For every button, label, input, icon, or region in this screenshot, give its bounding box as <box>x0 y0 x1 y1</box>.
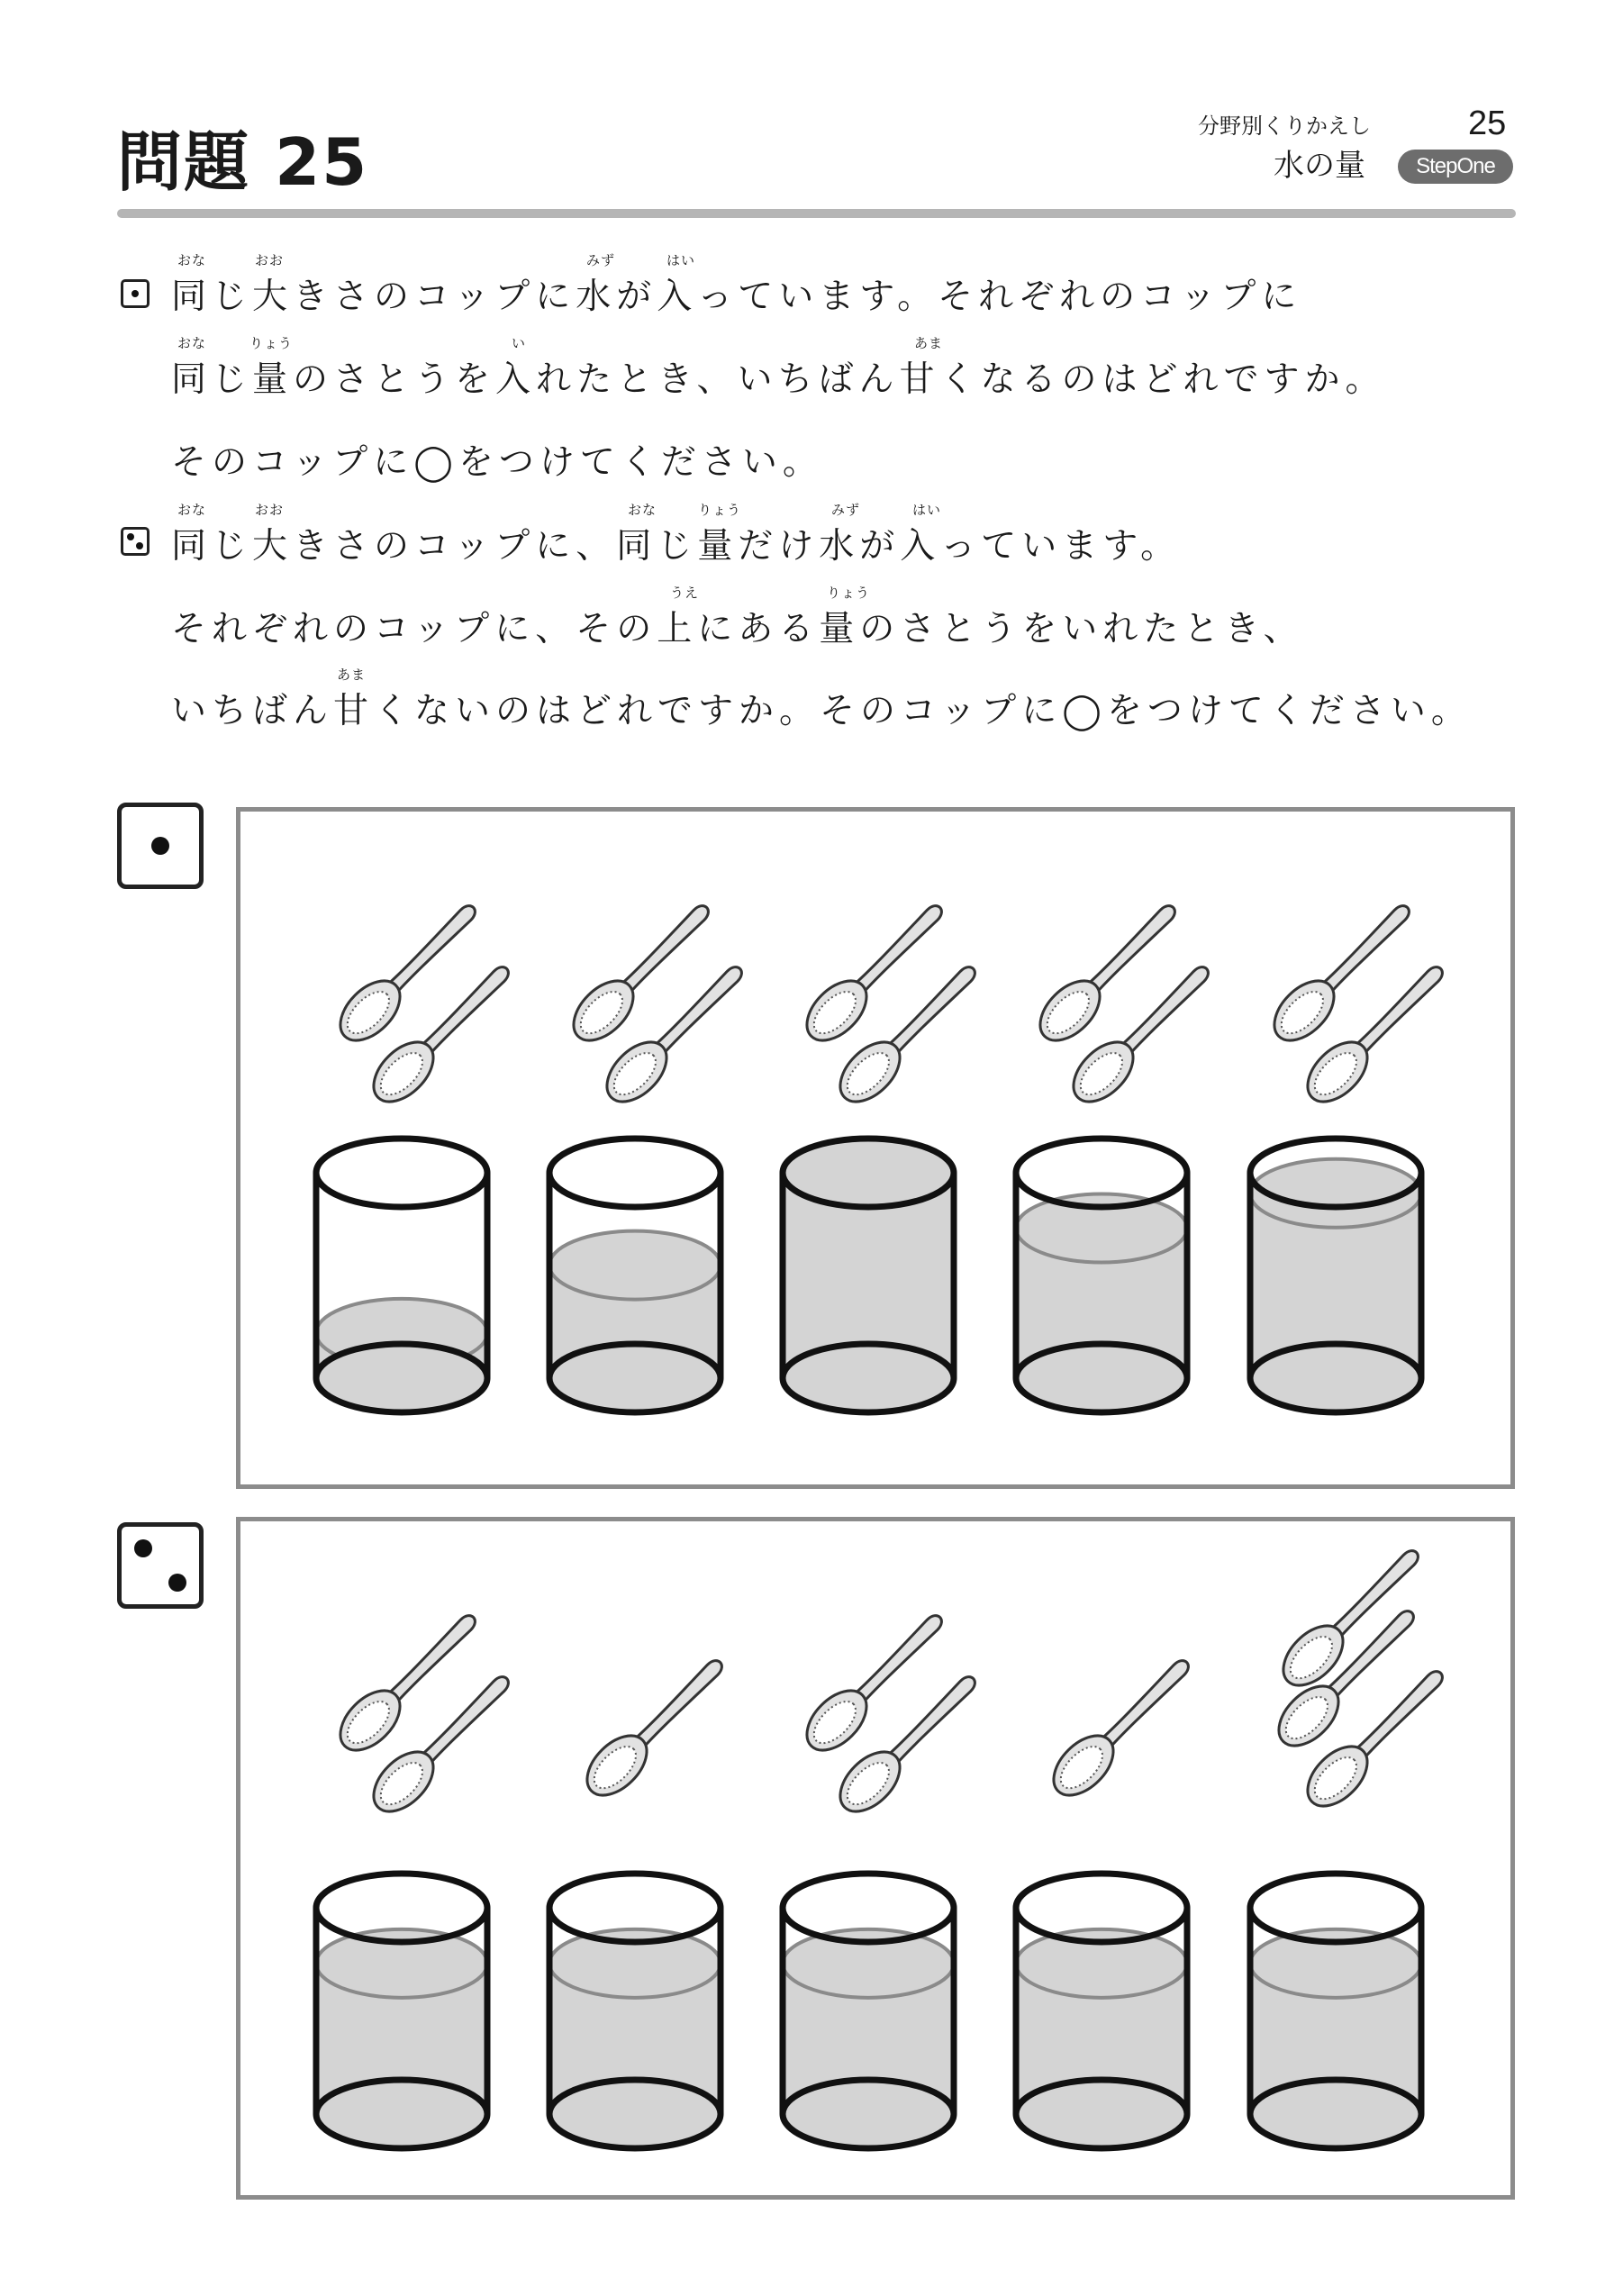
spoon-icon <box>363 1663 522 1822</box>
cup <box>783 1874 954 2148</box>
spoon-icon <box>563 892 722 1051</box>
ruby-ama: あま <box>914 335 944 351</box>
ruby-i: い <box>512 335 527 351</box>
cup <box>783 1139 954 1412</box>
ruby-oo: おお <box>255 252 285 268</box>
spoon-icon <box>1297 953 1456 1112</box>
stepone-badge: StepOne <box>1398 150 1513 184</box>
spoon-icon <box>330 1602 489 1761</box>
q2-line1: 同じ大きさのコップに、同じ量だけ水が入っています。 <box>171 526 1182 567</box>
page-number: 25 <box>1468 104 1507 142</box>
cup <box>1250 1139 1421 1412</box>
category-label: 分野別くりかえし <box>1198 113 1371 139</box>
ruby-ryou: りょう <box>827 585 871 601</box>
ruby-ama: あま <box>337 667 367 683</box>
cup <box>316 1139 487 1412</box>
topic-label: 水の量 <box>1274 148 1365 184</box>
spoon-icon <box>1029 892 1189 1051</box>
spoon-icon <box>596 953 756 1112</box>
cup <box>1016 1139 1187 1412</box>
q1-line3: そのコップに◯をつけてください。 <box>171 442 823 483</box>
ruby-hai: はい <box>666 252 696 268</box>
cup <box>316 1874 487 2148</box>
spoon-icon <box>1264 892 1423 1051</box>
cup <box>549 1874 721 2148</box>
ruby-ona: おな <box>628 502 657 518</box>
spoon-icon <box>576 1647 736 1806</box>
spoon-icon <box>1043 1647 1202 1806</box>
spoon-icon <box>830 953 989 1112</box>
ruby-ona: おな <box>177 502 207 518</box>
cup <box>1016 1874 1187 2148</box>
ruby-ona: おな <box>177 335 207 351</box>
q1-line2: 同じ量のさとうを入れたとき、いちばん甘くなるのはどれですか。 <box>171 359 1386 400</box>
ruby-ryou: りょう <box>698 502 742 518</box>
spoon-icon <box>363 953 522 1112</box>
q2-line3: いちばん甘くないのはどれですか。そのコップに◯をつけてください。 <box>171 691 1472 731</box>
ruby-mizu: みず <box>831 502 861 518</box>
spoon-icon <box>1297 1657 1456 1817</box>
spoon-icon <box>1063 953 1222 1112</box>
cup <box>1250 1874 1421 2148</box>
spoon-icon <box>330 892 489 1051</box>
cup <box>549 1139 721 1412</box>
ruby-hai: はい <box>912 502 942 518</box>
spoon-icon <box>796 892 956 1051</box>
spoon-icon <box>830 1663 989 1822</box>
ruby-ue: うえ <box>670 585 700 601</box>
ruby-ryou: りょう <box>249 335 294 351</box>
q2-line2: それぞれのコップに、その上にある量のさとうをいれたとき、 <box>171 609 1304 649</box>
ruby-ona: おな <box>177 252 207 268</box>
page-title: 問題 25 <box>117 124 369 200</box>
ruby-mizu: みず <box>586 252 616 268</box>
ruby-oo: おお <box>255 502 285 518</box>
spoon-icon <box>796 1602 956 1761</box>
q1-line1: 同じ大きさのコップに水が入っています。それぞれのコップに <box>171 277 1302 317</box>
